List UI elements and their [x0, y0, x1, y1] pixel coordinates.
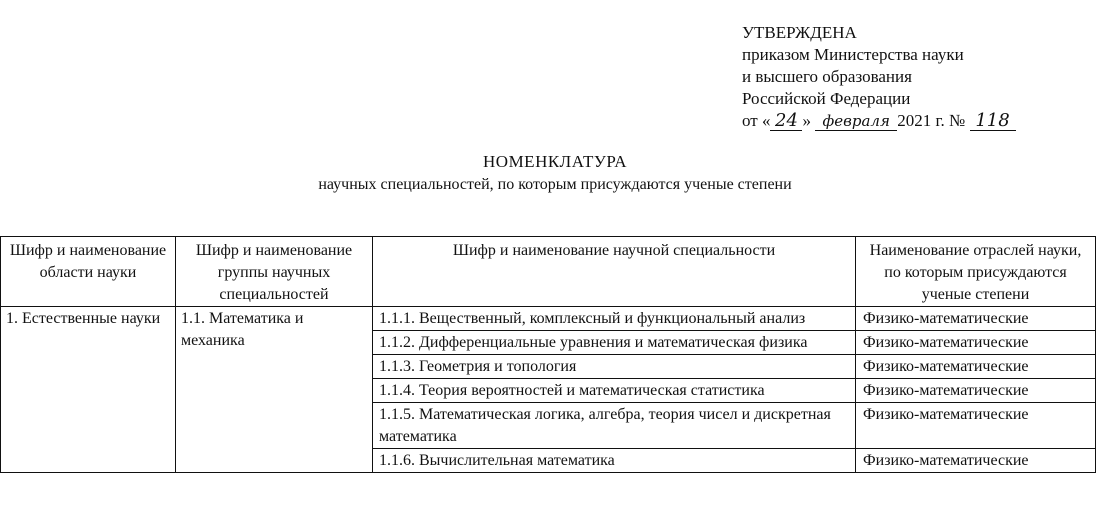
- approval-line-3: Российской Федерации: [742, 89, 911, 108]
- branch-cell: Физико-математические: [856, 331, 1096, 355]
- group-cell: 1.1. Математика и механика: [176, 307, 373, 473]
- approval-line-1: приказом Министерства науки: [742, 45, 964, 64]
- nomenclature-table: [0, 236, 1096, 473]
- approval-stamp: [742, 22, 1082, 132]
- header-area: Шифр и наименование области науки: [1, 237, 176, 307]
- branch-cell: Физико-математические: [856, 403, 1096, 449]
- specialty-cell: 1.1.6. Вычислительная математика: [373, 449, 856, 473]
- branch-cell: Физико-математические: [856, 307, 1096, 331]
- handwritten-day: 24: [770, 112, 802, 131]
- branch-cell: Физико-математические: [856, 379, 1096, 403]
- specialty-cell: 1.1.4. Теория вероятностей и математическая статистика: [373, 379, 856, 403]
- branch-cell: Физико-математические: [856, 449, 1096, 473]
- header-specialty: Шифр и наименование научной специальности: [373, 237, 856, 307]
- specialty-cell: 1.1.2. Дифференциальные уравнения и математическая физика: [373, 331, 856, 355]
- table-row: [1, 307, 1096, 331]
- handwritten-order-number: 118: [970, 112, 1016, 131]
- specialty-cell: 1.1.3. Геометрия и топология: [373, 355, 856, 379]
- specialty-cell: 1.1.1. Вещественный, комплексный и функциональный анализ: [373, 307, 856, 331]
- branch-cell: Физико-математические: [856, 355, 1096, 379]
- approval-line-2: и высшего образования: [742, 67, 912, 86]
- header-group: Шифр и наименование группы научных специальностей: [176, 237, 373, 307]
- document-subtitle: научных специальностей, по которым присуждаются ученые степени: [318, 176, 792, 193]
- table-header-row: [1, 237, 1096, 307]
- header-branch: Наименование отраслей науки, по которым присуждаются ученые степени: [856, 237, 1096, 307]
- approval-status: УТВЕРЖДЕНА: [742, 23, 857, 42]
- date-year: 2021 г. №: [897, 111, 966, 130]
- specialty-cell: 1.1.5. Математическая логика, алгебра, теория чисел и дискретная математика: [373, 403, 856, 449]
- approval-date-line: [742, 110, 1082, 132]
- date-mid: »: [802, 111, 811, 130]
- date-prefix: от «: [742, 111, 771, 130]
- area-cell: 1. Естественные науки: [1, 307, 176, 473]
- document-title: НОМЕНКЛАТУРА: [483, 152, 627, 171]
- handwritten-month: февраля: [815, 112, 897, 131]
